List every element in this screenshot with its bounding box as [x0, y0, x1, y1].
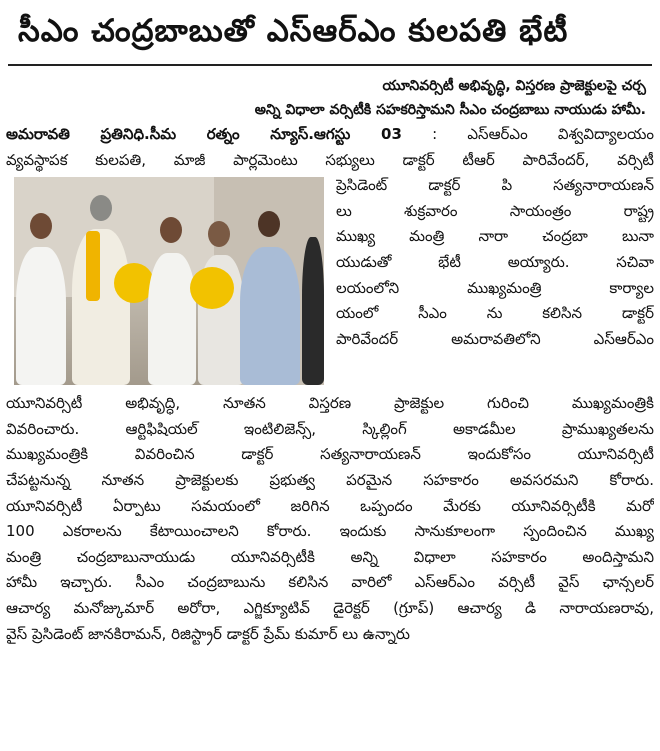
subheading-2: అన్ని విధాలా వర్సిటీకి సహకరిస్తామని సీఎం చంద్రబాబు నాయుడు హామీ.: [254, 102, 646, 118]
photo-bouquet: [190, 267, 234, 309]
article-line: చేపట్టనున్న నూతన ప్రాజెక్టులకు ప్రభుత్వ పరమైన సహకారం అవసరమని కోరారు.: [6, 470, 654, 489]
article-body: [6, 122, 654, 647]
photo-person-head: [160, 217, 182, 243]
article-line: వ్యవస్థాపక కులపతి, మాజీ పార్లమెంటు సభ్యులు డాక్టర్ టీఆర్ పారివేందర్, వర్సిటీ: [6, 150, 654, 169]
photo-person-head: [208, 221, 230, 247]
photo-person: [148, 253, 196, 385]
subheading-1: యూనివర్సిటీ అభివృద్ధి, విస్తరణ ప్రాజెక్టులపై చర్చ: [382, 78, 646, 94]
headline-divider: [8, 64, 652, 66]
photo-shawl: [86, 231, 100, 301]
article-line: పారివేందర్ అమరావతిలోని ఎస్ఆర్ఎం: [336, 329, 654, 348]
article-line: మంత్రి చంద్రబాబునాయుడు యూనివర్సిటీకి అన్ని విధాలా సహకారం అందిస్తామని: [6, 547, 654, 566]
article-line: యంలో సీఎం ను కలిసిన డాక్టర్: [336, 304, 654, 323]
dateline: అమరావతి ప్రతినిధి.సీమ రత్నం న్యూస్.ఆగస్టు 03: [6, 125, 402, 143]
article-line: వైస్ ప్రెసిడెంట్ జానకిరామన్, రిజిస్ట్రార్ డాక్టర్ ప్రేమ్ కుమార్ లు ఉన్నారు: [6, 624, 410, 643]
article-line: లు శుక్రవారం సాయంత్రం రాష్ట్ర: [336, 201, 654, 220]
article-line: యూనివర్సిటీ ఏర్పాటు సమయంలో జరిగిన ఒప్పందం మేరకు యూనివర్సిటీకి మరో: [6, 496, 654, 515]
photo-person: [302, 237, 324, 385]
article-line: లయంలోని ముఖ్యమంత్రి కార్యాల: [336, 278, 654, 297]
article-line: హామీ ఇచ్చారు. సీఎం చంద్రబాబును కలిసిన వారిలో ఎస్ఆర్ఎం వర్సిటీ వైస్ ఛాన్సలర్: [6, 573, 654, 592]
photo-person: [240, 247, 300, 385]
photo-person: [72, 229, 130, 385]
article-line: ఆచార్య మనోజ్కుమార్ అరోరా, ఎగ్జిక్యూటివ్ డైరెక్టర్ (గ్రూప్) ఆచార్య డి నారాయణరావు,: [6, 598, 654, 617]
photo-person-head: [30, 213, 52, 239]
photo-person: [16, 247, 66, 385]
headline: సీఎం చంద్రబాబుతో ఎస్ఆర్ఎం కులపతి భేటీ: [18, 13, 569, 49]
article-line: ముఖ్యమంత్రికి వివరించిన డాక్టర్ సత్యనారాయణన్ ఇందుకోసం యూనివర్సిటీ: [6, 445, 654, 464]
article-line: యుడుతో భేటీ అయ్యారు. సచివా: [336, 252, 654, 271]
article-line: 100 ఎకరాలను కేటాయించాలని కోరారు. ఇందుకు సానుకూలంగా స్పందించిన ముఖ్య: [6, 522, 654, 541]
article-line: యూనివర్సిటీ అభివృద్ధి, నూతన విస్తరణ ప్రాజెక్టుల గురించి ముఖ్యమంత్రికి: [6, 394, 654, 413]
article-line: ప్రెసిడెంట్ డాక్టర్ పి సత్యనారాయణన్: [336, 176, 654, 195]
news-photo: [14, 177, 324, 385]
photo-and-text-block: [6, 173, 654, 391]
photo-person-head: [90, 195, 112, 221]
article-line-1-text: : ఎస్ఆర్ఎం విశ్వవిద్యాలయం: [432, 125, 654, 143]
article-line: ముఖ్య మంత్రి నారా చంద్రబా బునా: [336, 227, 654, 246]
article-line-1: [6, 122, 654, 148]
article-line: వివరించారు. ఆర్టిఫిషియల్ ఇంటిలిజెన్స్, స్కిల్లింగ్ అకాడమీల ప్రాముఖ్యతలను: [6, 419, 654, 438]
photo-person-head: [258, 211, 280, 237]
photo-side-text: [336, 173, 654, 391]
